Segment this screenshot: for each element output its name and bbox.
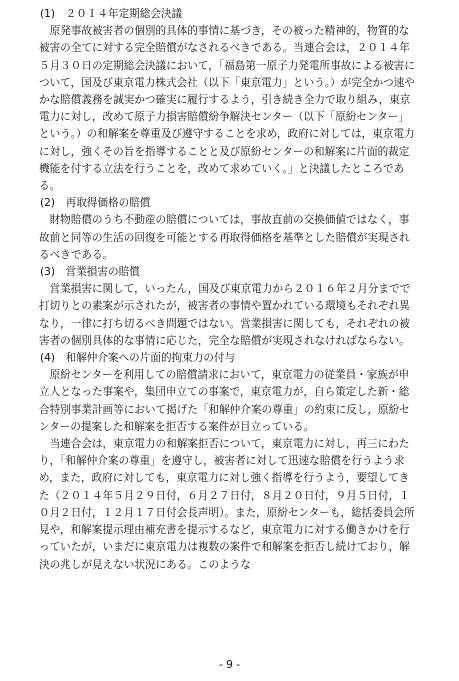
section-4-paragraph-1: 原紛センターを利用しての賠償請求において，東京電力の従業員・家族が申立人となった事案や，集団申立ての事案で，東京電力が，自ら策定した新・総合特別事業計画等において掲げた「和解仲介案の尊重」の約束に反し，原紛センターの提案した和解案を拒否する案件が目立っている。 bbox=[39, 369, 410, 433]
section-2-paragraph: 財物賠償のうち不動産の賠償については，事故直前の交換価値ではなく，事故前と同等の生活の回復を可能とする再取得価格を基準とした賠償が実現されるべきである。 bbox=[39, 214, 410, 261]
section-2-heading: (2) 再取得価格の賠償 bbox=[40, 197, 151, 210]
section-4-heading: (4) 和解仲介案への片面的拘束力の付与 bbox=[40, 352, 236, 365]
page-number: - 9 - bbox=[218, 659, 241, 671]
section-3-heading: (3) 営業損害の賠償 bbox=[40, 266, 140, 279]
section-4-paragraph-2: 当連合会は，東京電力の和解案拒否について，東京電力に対し，再三にわたり，「和解仲介案の尊重」を遵守し，被害者に対して迅速な賠償を行うよう求め，また，政府に対しても，東京電力に対し強く指導を行うよう，要望してきた（２０１４年５月２９日付，６月２７日付，８月２０日付，９月５日付，１０月２日付，１２月１７日付会長声明）。また，原紛センターも，総括委員会所見や，和解案提示理由補充書を提示するなど，東京電力に対する働きかけを行っていたが，いまだに東京電力は複数の案件で和解案を拒否し続けており，解決の兆しが見えない状況にある。このような bbox=[39, 438, 415, 571]
section-1-heading: (1) ２０１４年定期総会決議 bbox=[40, 8, 183, 20]
section-3-paragraph: 営業損害に関して，いったん，国及び東京電力から２０１６年２月分までで打切りとの素案が示されたが，被害者の事情や置かれている環境もそれぞれ異なり，一律に打ち切るべき問題ではない。営業損害に関しても，それぞれの被害者の個別具体的な事情に応じた，完全な賠償が実現されなければならない。 bbox=[39, 283, 411, 347]
section-1-paragraph: 原発事故被害者の個別的具体的事情に基づき，その被った精神的，物質的な被害の全てに対する完全賠償がなされるべきである。当連合会は，２０１４年５月３０日の定期総会決議において，「福島第一原子力発電所事故による被害について，国及び東京電力株式会社（以下「東京電力」という。）が完全かつ速やかな賠償義務を誠実かつ確実に履行するよう，引き続き全力で取り組み，東京電力に対し，改めて原子力損害賠償紛争解決センター（以下「原紛センター」という。）の和解案を尊重及び遵守することを求め，政府に対しては，東京電力に対し，強くその旨を指導することと及び原紛センターの和解案に片面的裁定機能を付する立法を行うことを，改めて求めていく。」と決議したところである。 bbox=[39, 25, 415, 193]
